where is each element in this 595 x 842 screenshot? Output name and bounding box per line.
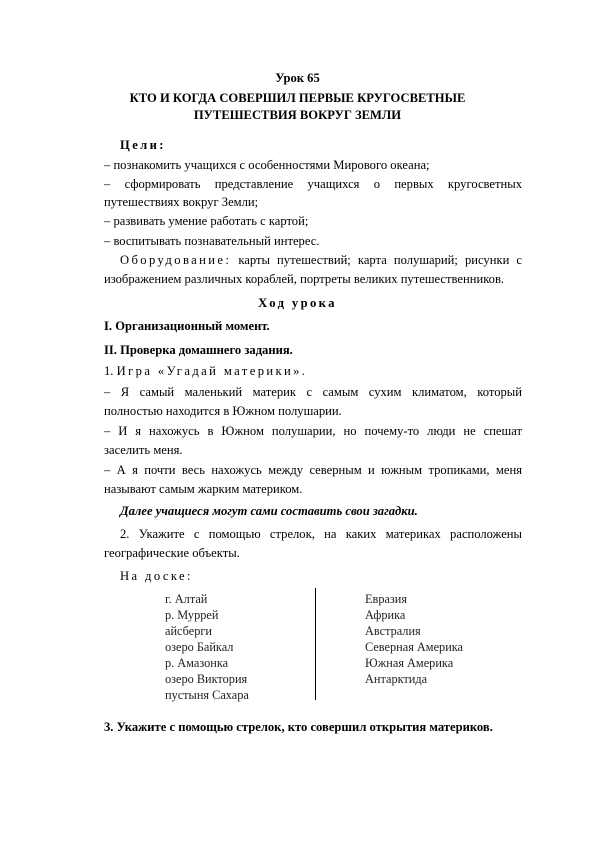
equipment-text: карты путешествий; карта полушарий; рисунки с [231, 253, 522, 267]
continent-item: Южная Америка [365, 656, 454, 670]
object-item: р. Амазонка [165, 656, 229, 670]
goal-item: – сформировать представление учащихся о первых кругосветных [104, 177, 522, 191]
riddle-line: называют самым жарким материком. [104, 482, 303, 496]
goals-heading: Цели: [120, 138, 166, 152]
lesson-title-line-2: ПУТЕШЕСТВИЯ ВОКРУГ ЗЕМЛИ [193, 108, 402, 122]
lesson-title-line-1: КТО И КОГДА СОВЕРШИЛ ПЕРВЫЕ КРУГОСВЕТНЫЕ [129, 91, 466, 105]
object-item: г. Алтай [165, 592, 208, 606]
riddle-line: – И я нахожусь в Южном полушарии, но почему-то люди не спешат [104, 424, 522, 438]
task-3: 3. Укажите с помощью стрелок, кто совершил открытия материков. [104, 720, 493, 734]
goal-item: – воспитывать познавательный интерес. [104, 234, 320, 248]
goal-item-continuation: путешествиях вокруг Земли; [104, 195, 259, 209]
task-2-line: географические объекты. [104, 546, 240, 560]
task-2-line: 2. Укажите с помощью стрелок, на каких материках расположены [120, 527, 522, 541]
section-homework: II. Проверка домашнего задания. [104, 343, 293, 357]
board-label: На доске: [120, 569, 193, 583]
riddle-line: – Я самый маленький материк с самым сухим климатом, который [104, 385, 522, 399]
goal-item: – развивать умение работать с картой; [104, 214, 309, 228]
object-item: айсберги [165, 624, 212, 638]
equipment-label: Оборудование: [120, 253, 232, 267]
note-italic: Далее учащиеся могут сами составить свои загадки. [120, 504, 418, 518]
goal-item: – познакомить учащихся с особенностями Мирового океана; [104, 158, 430, 172]
continent-item: Австралия [365, 624, 421, 638]
continent-item: Антарктида [365, 672, 428, 686]
continent-item: Северная Америка [365, 640, 464, 654]
column-divider [315, 588, 316, 700]
continent-item: Африка [365, 608, 406, 622]
section-organizational: I. Организационный момент. [104, 319, 270, 333]
objects-column [165, 591, 249, 703]
object-item: озеро Байкал [165, 640, 234, 654]
riddle-line: – А я почти весь нахожусь между северным и южным тропиками, меня [104, 463, 522, 477]
riddle-line: заселить меня. [104, 443, 183, 457]
riddle-line: полностью находится в Южном полушарии. [104, 404, 342, 418]
object-item: р. Муррей [165, 608, 219, 622]
equipment-text-continuation: изображением различных кораблей, портреты великих путешественников. [104, 272, 505, 286]
continents-column [365, 591, 463, 687]
course-heading: Ход урока [258, 296, 337, 310]
game-label: Игра «Угадай материки». [116, 364, 308, 378]
object-item: озеро Виктория [165, 672, 248, 686]
object-item: пустыня Сахара [165, 688, 249, 702]
game-number: 1. [104, 364, 114, 378]
lesson-number: Урок 65 [275, 71, 320, 85]
continent-item: Евразия [365, 592, 408, 606]
equipment-line [120, 253, 522, 268]
game-line [104, 364, 307, 379]
